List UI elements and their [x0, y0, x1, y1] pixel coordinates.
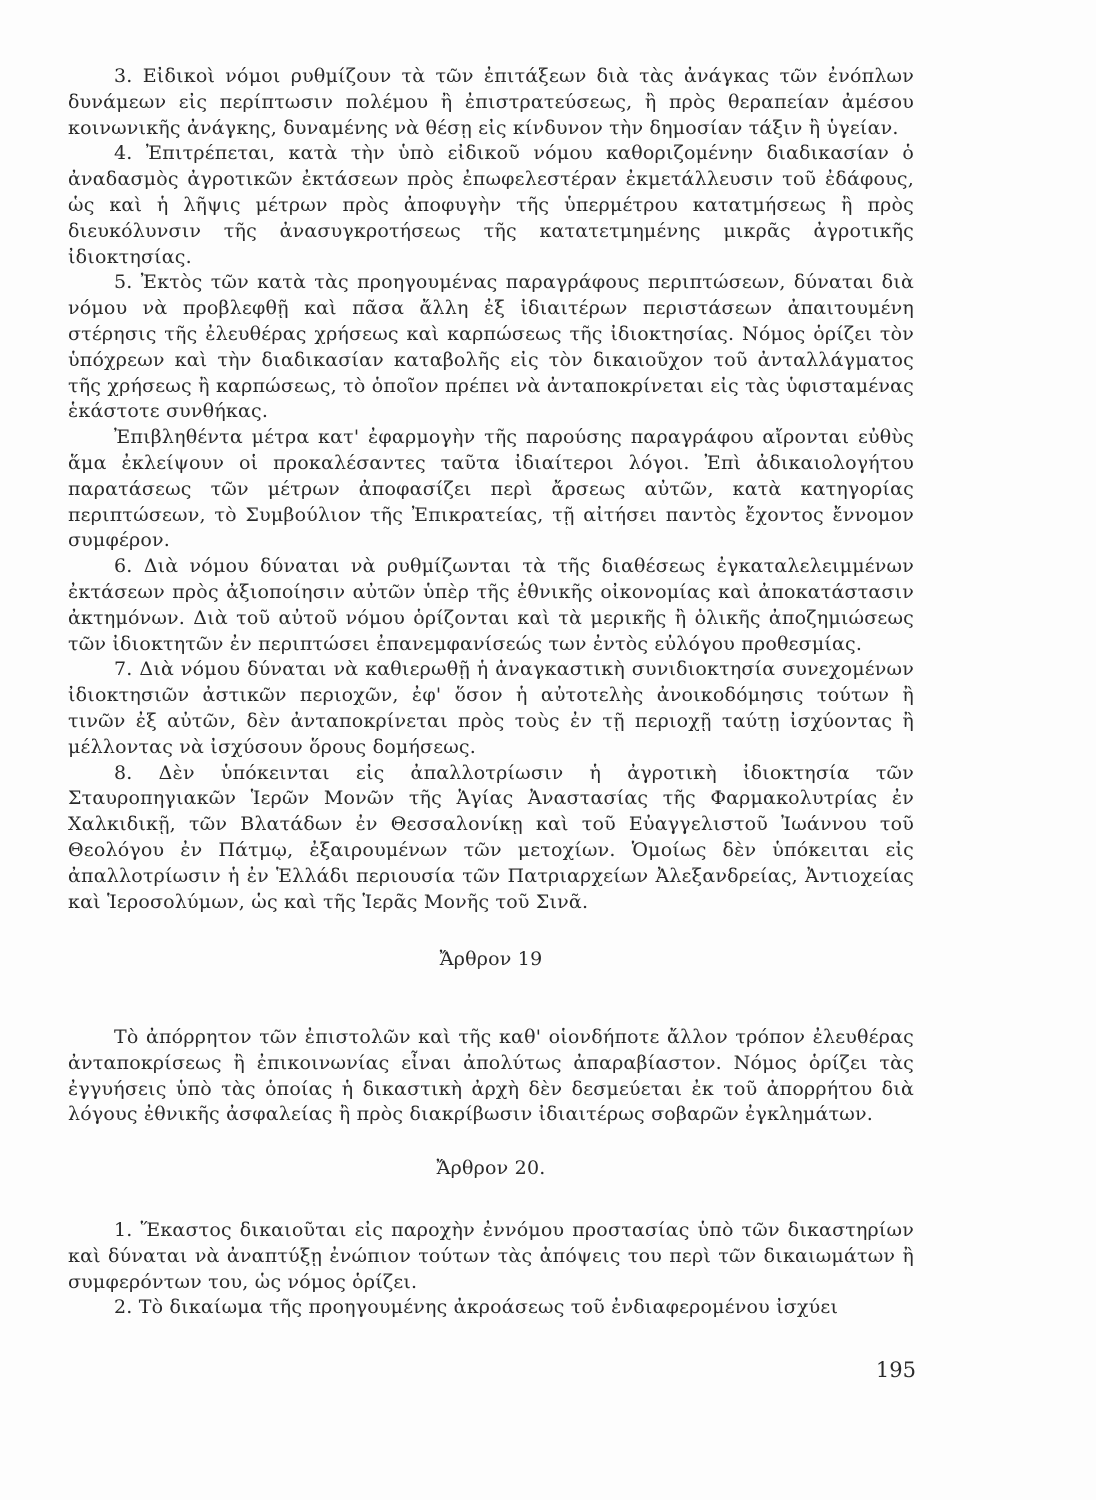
paragraph-3: 3. Εἰδικοὶ νόμοι ρυθμίζουν τὰ τῶν ἐπιτάξεων διὰ τὰς ἀνάγκας τῶν ἐνόπλων δυνάμεων εἰς περίπτωσιν πολέμου ἢ ἐπιστρατεύσεως, ἢ πρὸς θεραπείαν ἀμέσου κοινωνικῆς ἀνάγκης, δυναμένης νὰ θέσῃ εἰς κίνδυνον τὴν δημοσίαν τάξιν ἢ ὑγείαν.: [68, 65, 914, 139]
article-19-heading: Ἄρθρον 19: [439, 948, 543, 971]
page-number: 195: [875, 1358, 916, 1382]
paragraph-5-continuation: Ἐπιβληθέντα μέτρα κατ' ἐφαρμογὴν τῆς παρούσης παραγράφου αἴρονται εὐθὺς ἅμα ἐκλείψουν οἱ προκαλέσαντες ταῦτα ἰδιαίτεροι λόγοι. Ἐπὶ ἀδικαιολογήτου παρατάσεως τῶν μέτρων ἀποφασίζει περὶ ἄρσεως αὐτῶν, κατὰ κατηγορίας περιπτώσεων, τὸ Συμβούλιον τῆς Ἐπικρατείας, τῇ αἰτήσει παντὸς ἔχοντος ἔννομον συμφέρον.: [68, 426, 914, 552]
article-19-text: Τὸ ἀπόρρητον τῶν ἐπιστολῶν καὶ τῆς καθ' οἱονδήποτε ἄλλον τρόπον ἐλευθέρας ἀνταποκρίσεως ἢ ἐπικοινωνίας εἶναι ἀπολύτως ἀπαραβίαστον. Νόμος ὁρίζει τὰς ἐγγυήσεις ὑπὸ τὰς ὁποίας ἡ δικαστικὴ ἀρχὴ δὲν δεσμεύεται ἐκ τοῦ ἀπορρήτου διὰ λόγους ἐθνικῆς ἀσφαλείας ἢ πρὸς διακρίβωσιν ἰδιαιτέρως σοβαρῶν ἐγκλημάτων.: [68, 1026, 914, 1126]
article-20-paragraph-2: 2. Τὸ δικαίωμα τῆς προηγουμένης ἀκροάσεως τοῦ ἐνδιαφερομένου ἰσχύει: [114, 1296, 839, 1319]
paragraph-6: 6. Διὰ νόμου δύναται νὰ ρυθμίζωνται τὰ τῆς διαθέσεως ἐγκαταλελειμμένων ἐκτάσεων πρὸς ἀξιοποίησιν αὐτῶν ὑπὲρ τῆς ἐθνικῆς οἰκονομίας καὶ ἀποκατάστασιν ἀκτημόνων. Διὰ τοῦ αὐτοῦ νόμου ὁρίζονται καὶ τὰ μερικῆς ἢ ὁλικῆς ἀποζημιώσεως τῶν ἰδιοκτητῶν ἐν περιπτώσει ἐπανεμφανίσεώς των ἐντὸς εὐλόγου προθεσμίας.: [68, 555, 914, 655]
page-body: [68, 64, 914, 1321]
paragraph-5: 5. Ἐκτὸς τῶν κατὰ τὰς προηγουμένας παραγράφους περιπτώσεων, δύναται διὰ νόμου νὰ προβλεφθῇ καὶ πᾶσα ἄλλη ἐξ ἰδιαιτέρων περιστάσεων ἀπαιτουμένη στέρησις τῆς ἐλευθέρας χρήσεως καὶ καρπώσεως τῆς ἰδιοκτησίας. Νόμος ὁρίζει τὸν ὑπόχρεων καὶ τὴν διαδικασίαν καταβολῆς εἰς τὸν δικαιοῦχον τοῦ ἀνταλλάγματος τῆς χρήσεως ἢ καρπώσεως, τὸ ὁποῖον πρέπει νὰ ἀνταποκρίνεται εἰς τὰς ὑφισταμένας ἑκάστοτε συνθήκας.: [68, 271, 914, 423]
paragraph-8: 8. Δὲν ὑπόκεινται εἰς ἀπαλλοτρίωσιν ἡ ἀγροτικὴ ἰδιοκτησία τῶν Σταυροπηγιακῶν Ἱερῶν Μονῶν τῆς Ἁγίας Ἀναστασίας τῆς Φαρμακολυτρίας ἐν Χαλκιδικῇ, τῶν Βλατάδων ἐν Θεσσαλονίκῃ καὶ τοῦ Εὐαγγελιστοῦ Ἰωάννου τοῦ Θεολόγου ἐν Πάτμῳ, ἐξαιρουμένων τῶν μετοχίων. Ὁμοίως δὲν ὑπόκειται εἰς ἀπαλλοτρίωσιν ἡ ἐν Ἑλλάδι περιουσία τῶν Πατριαρχείων Ἀλεξανδρείας, Ἀντιοχείας καὶ Ἱεροσολύμων, ὡς καὶ τῆς Ἱερᾶς Μονῆς τοῦ Σινᾶ.: [68, 761, 914, 913]
paragraph-4: 4. Ἐπιτρέπεται, κατὰ τὴν ὑπὸ εἰδικοῦ νόμου καθοριζομένην διαδικασίαν ὁ ἀναδασμὸς ἀγροτικῶν ἐκτάσεων πρὸς ἐπωφελεστέραν ἐκμετάλλευσιν τοῦ ἐδάφους, ὡς καὶ ἡ λῆψις μέτρων πρὸς ἀποφυγὴν τῆς ὑπερμέτρου κατατμήσεως ἢ πρὸς διευκόλυνσιν τῆς ἀνασυγκροτήσεως τῆς κατατετμημένης μικρᾶς ἀγροτικῆς ἰδιοκτησίας.: [68, 142, 914, 268]
paragraph-7: 7. Διὰ νόμου δύναται νὰ καθιερωθῇ ἡ ἀναγκαστικὴ συνιδιοκτησία συνεχομένων ἰδιοκτησιῶν ἀστικῶν περιοχῶν, ἐφ' ὅσον ἡ αὐτοτελὴς ἀνοικοδόμησις τούτων ἢ τινῶν ἐξ αὐτῶν, δὲν ἀνταποκρίνεται πρὸς τοὺς ἐν τῇ περιοχῇ ταύτῃ ἰσχύοντας ἢ μέλλοντας νὰ ἰσχύσουν ὅρους δομήσεως.: [68, 658, 914, 758]
article-20-paragraph-1: 1. Ἕκαστος δικαιοῦται εἰς παροχὴν ἐννόμου προστασίας ὑπὸ τῶν δικαστηρίων καὶ δύναται νὰ ἀναπτύξῃ ἐνώπιον τούτων τὰς ἀπόψεις του περὶ τῶν δικαιωμάτων ἢ συμφερόντων του, ὡς νόμος ὁρίζει.: [68, 1219, 914, 1293]
article-20-heading: Ἄρθρον 20.: [436, 1157, 546, 1180]
